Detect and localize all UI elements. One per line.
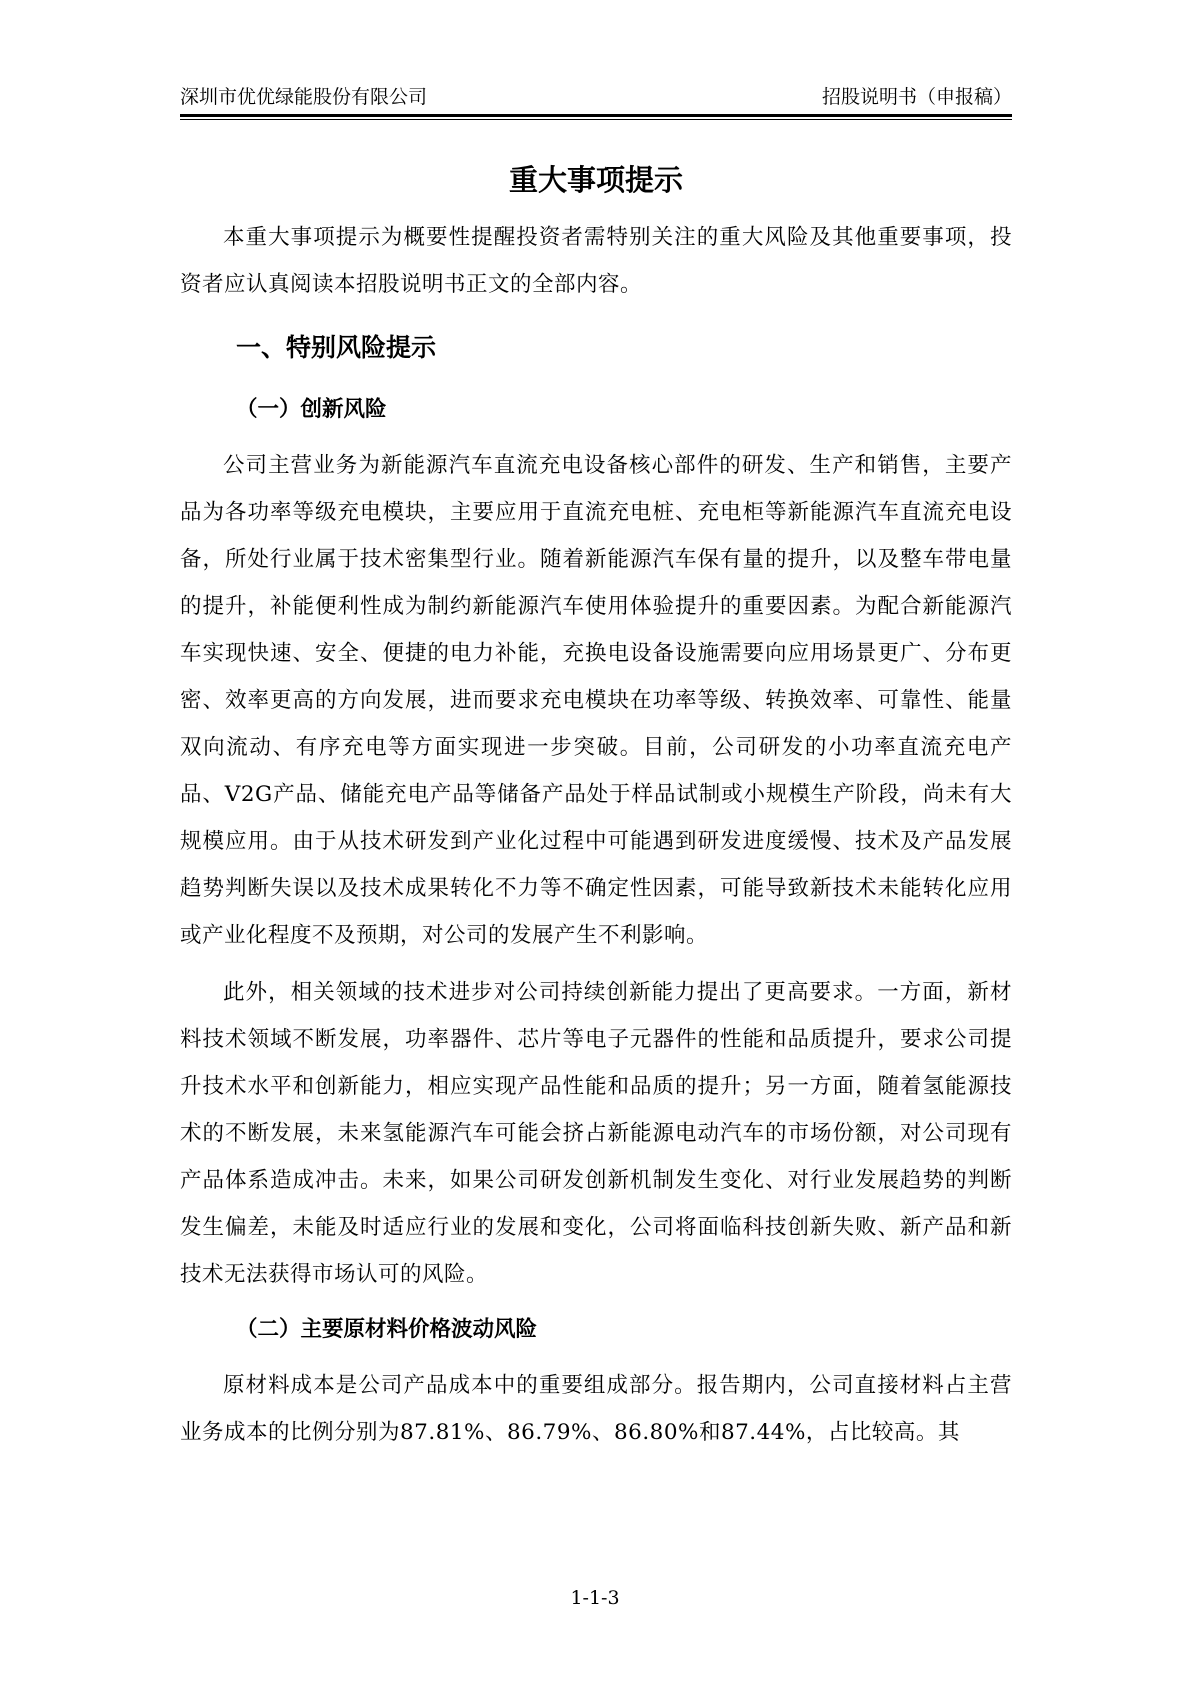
innovation-risk-paragraph-2: 此外，相关领域的技术进步对公司持续创新能力提出了更高要求。一方面，新材料技术领域不断发展，功率器件、芯片等电子元器件的性能和品质提升，要求公司提升技术水平和创新能力，相应实现产品性能和品质的提升；另一方面，随着氢能源技术的不断发展，未来氢能源汽车可能会挤占新能源电动汽车的市场份额，对公司现有产品体系造成冲击。未来，如果公司研发创新机制发生变化、对行业发展趋势的判断发生偏差，未能及时适应行业的发展和变化，公司将面临科技创新失败、新产品和新技术无法获得市场认可的风险。 (180, 980, 1012, 1287)
intro-paragraph: 本重大事项提示为概要性提醒投资者需特别关注的重大风险及其他重要事项，投资者应认真阅读本招股说明书正文的全部内容。 (180, 225, 1012, 297)
page-number: 1-1-3 (570, 1587, 620, 1609)
header-rule (180, 114, 1012, 117)
subsection-heading-innovation-risk: （一）创新风险 (236, 397, 387, 422)
page-header (180, 82, 1012, 112)
innovation-risk-paragraph-1: 公司主营业务为新能源汽车直流充电设备核心部件的研发、生产和销售，主要产品为各功率等级充电模块，主要应用于直流充电桩、充电柜等新能源汽车直流充电设备，所处行业属于技术密集型行业。随着新能源汽车保有量的提升，以及整车带电量的提升，补能便利性成为制约新能源汽车使用体验提升的重要因素。为配合新能源汽车实现快速、安全、便捷的电力补能，充换电设备设施需要向应用场景更广、分布更密、效率更高的方向发展，进而要求充电模块在功率等级、转换效率、可靠性、能量双向流动、有序充电等方面实现进一步突破。目前，公司研发的小功率直流充电产品、V2G产品、储能充电产品等储备产品处于样品试制或小规模生产阶段，尚未有大规模应用。由于从技术研发到产业化过程中可能遇到研发进度缓慢、技术及产品发展趋势判断失误以及技术成果转化不力等不确定性因素，可能导致新技术未能转化应用或产业化程度不及预期，对公司的发展产生不利影响。 (180, 453, 1012, 948)
header-document-type: 招股说明书（申报稿） (821, 86, 1012, 108)
material-price-risk-paragraph: 原材料成本是公司产品成本中的重要组成部分。报告期内，公司直接材料占主营业务成本的比例分别为87.81%、86.79%、86.80%和87.44%，占比较高。其 (180, 1373, 1012, 1445)
section-heading-special-risks: 一、特别风险提示 (236, 333, 437, 362)
header-company-name: 深圳市优优绿能股份有限公司 (180, 86, 428, 108)
subsection-heading-material-price-risk: （二）主要原材料价格波动风险 (236, 1317, 538, 1342)
page-title: 重大事项提示 (508, 163, 683, 197)
document-body (180, 150, 1012, 1456)
header-rule-secondary (180, 119, 1012, 120)
